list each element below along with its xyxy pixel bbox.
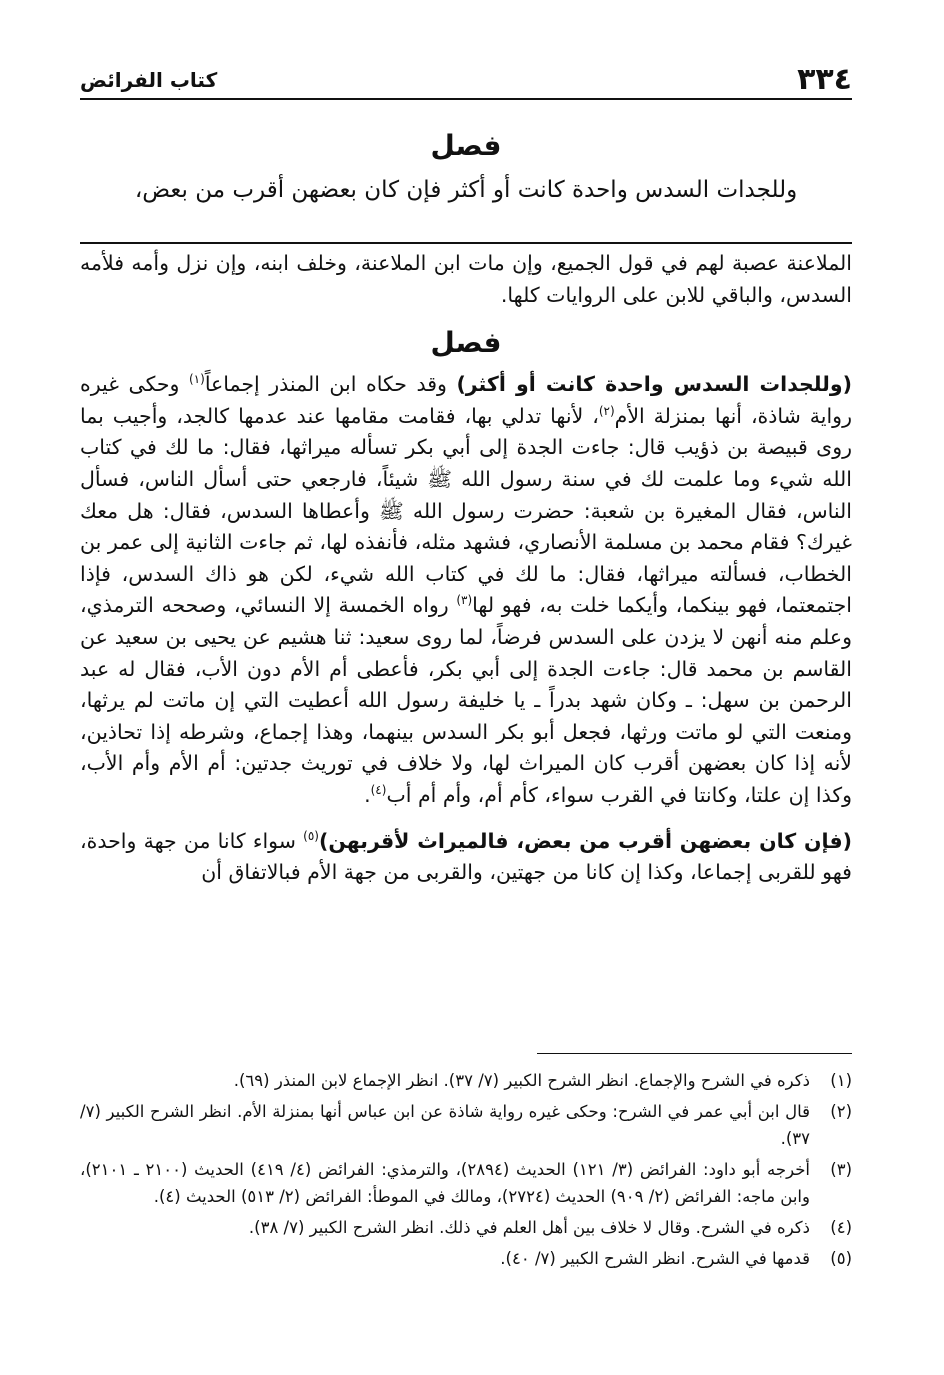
quoted-matn-1: (وللجدات السدس واحدة كانت أو أكثر) [456,372,852,397]
footnote-ref-1[interactable]: (١) [188,372,205,387]
footnote-text: ذكره في الشرح. وقال لا خلاف بين أهل العلم في ذلك. انظر الشرح الكبير (٧/ ٣٨). [248,1218,810,1237]
page-header [80,58,852,100]
page-number: ٣٣٤ [797,62,852,97]
text-segment: وقد حكاه ابن المنذر إجماعاً [204,372,457,397]
quoted-matn-2: (فإن كان بعضهن أقرب من بعض، فالميراث لأقربهن) [318,828,852,853]
footnotes [80,1067,852,1276]
text-segment: . [364,782,371,807]
commentary-body [80,248,852,889]
footnote [80,1214,852,1241]
footnote-text: ذكره في الشرح والإجماع. انظر الشرح الكبير (٧/ ٣٧). انظر الإجماع لابن المنذر (٦٩). [233,1071,810,1090]
footnote-ref-3[interactable]: (٣) [456,593,473,608]
footnote-ref-5[interactable]: (٥) [303,828,319,843]
footnote-number: (٢) [830,1102,852,1121]
footnote-text: أخرجه أبو داود: الفرائض (٣/ ١٢١) الحديث (٢٨٩٤)، والترمذي: الفرائض (٤/ ٤١٩) الحديث (٢١٠٠ ـ ٢١٠١)، وابن ماجه: الفرائض (٢/ ٩٠٩) الحديث (٢٧٢٤)، ومالك في الموطأ: الفرائض (٢/ ٥١٣) الحديث (٤). [80,1160,810,1206]
text-segment: ، لأنها تدلي بها، فقامت مقامها عند عدمها كالجد، وأجيب بما روى قبيصة بن ذؤيب قال: جاءت الجدة إلى أبي بكر تسأله ميراثها، فقال: ما لك في كتاب الله شيء وما علمت لك في سنة رسول الله ﷺ شيئاً، فارجعي حتى أسأل الناس، فسأل الناس، فقال المغيرة بن شعبة: حضرت رسول الله ﷺ وأعطاها السدس، فقال: هل معك غيرك؟ فقام محمد بن مسلمة الأنصاري، فشهد مثله، فأنفذه لها، ثم جاءت الثانية إلى عمر بن الخطاب، فسألته ميراثها، فقال: ما لك في كتاب الله شيء، لكن هو ذاك السدس، فإذا اجتمعتما، فهو بينكما، وأيكما خلت به، فهو لها [80,403,853,618]
footnote-ref-4[interactable]: (٤) [370,783,387,798]
running-title: كتاب الفرائض [80,68,218,92]
text-segment: رواه الخمسة إلا النسائي، وصححه الترمذي، وعلم منه أنهن لا يزدن على السدس فرضاً، لما روى سعيد: ثنا هشيم عن يحيى بن سعيد عن القاسم بن محمد قال: جاءت الجدة إلى أبي بكر، فأعطى أم الأم دون الأب، فقال له عبد الرحمن بن سهل: ـ وكان شهد بدراً ـ يا خليفة رسول الله أعطيت التي إن ماتت لم يرثها، ومنعت التي لو ماتت ورثها، فجعل أبو بكر السدس بينهما، وهذا إجماع، وشرطه إذا تحاذين، لأنه إذا كان بعضهن أقرب كان الميراث لها، ولا خلاف في توريث جدتين: أم الأم وأم الأب، وكذا إن علتا، وكانتا في القرب سواء، كأم أم، وأم أم أب [80,593,852,807]
footnote-number: (٤) [830,1218,852,1237]
footnote [80,1156,852,1210]
matn-text: وللجدات السدس واحدة كانت أو أكثر فإن كان بعضهن أقرب من بعض، [134,177,798,203]
text-segment: وحكى غيره رواية شاذة، أنها بمنزلة الأم [80,372,852,428]
text-segment: سواء كانا من جهة واحدة، فهو للقربى إجماعا، وكذا إن كانا من جهتين، والقربى من جهة الأم فبالاتفاق أن [80,828,852,885]
footnote-text: قال ابن أبي عمر في الشرح: وحكى غيره رواية شاذة عن ابن عباس أنها بمنزلة الأم. انظر الشرح الكبير (٧/ ٣٧). [80,1102,810,1148]
matn-heading: فصل [430,129,502,162]
matn-box [80,124,852,244]
commentary-paragraph-1 [80,369,852,811]
section-heading: فصل [430,326,502,360]
footnote-number: (٣) [830,1160,852,1179]
footnote-divider [537,1053,852,1054]
footnote-ref-2[interactable]: (٢) [598,403,615,418]
footnote-text: قدمها في الشرح. انظر الشرح الكبير (٧/ ٤٠). [500,1249,810,1268]
footnote [80,1067,852,1094]
footnote-number: (١) [830,1071,852,1090]
intro-paragraph: الملاعنة عصبة لهم في قول الجميع، وإن مات ابن الملاعنة، وخلف ابنه، وإن نزل وأمه فلأمه السدس، والباقي للابن على الروايات كلها. [80,251,852,307]
footnote-number: (٥) [830,1249,852,1268]
footnote [80,1245,852,1272]
commentary-paragraph-2 [80,826,852,889]
footnote [80,1098,852,1152]
